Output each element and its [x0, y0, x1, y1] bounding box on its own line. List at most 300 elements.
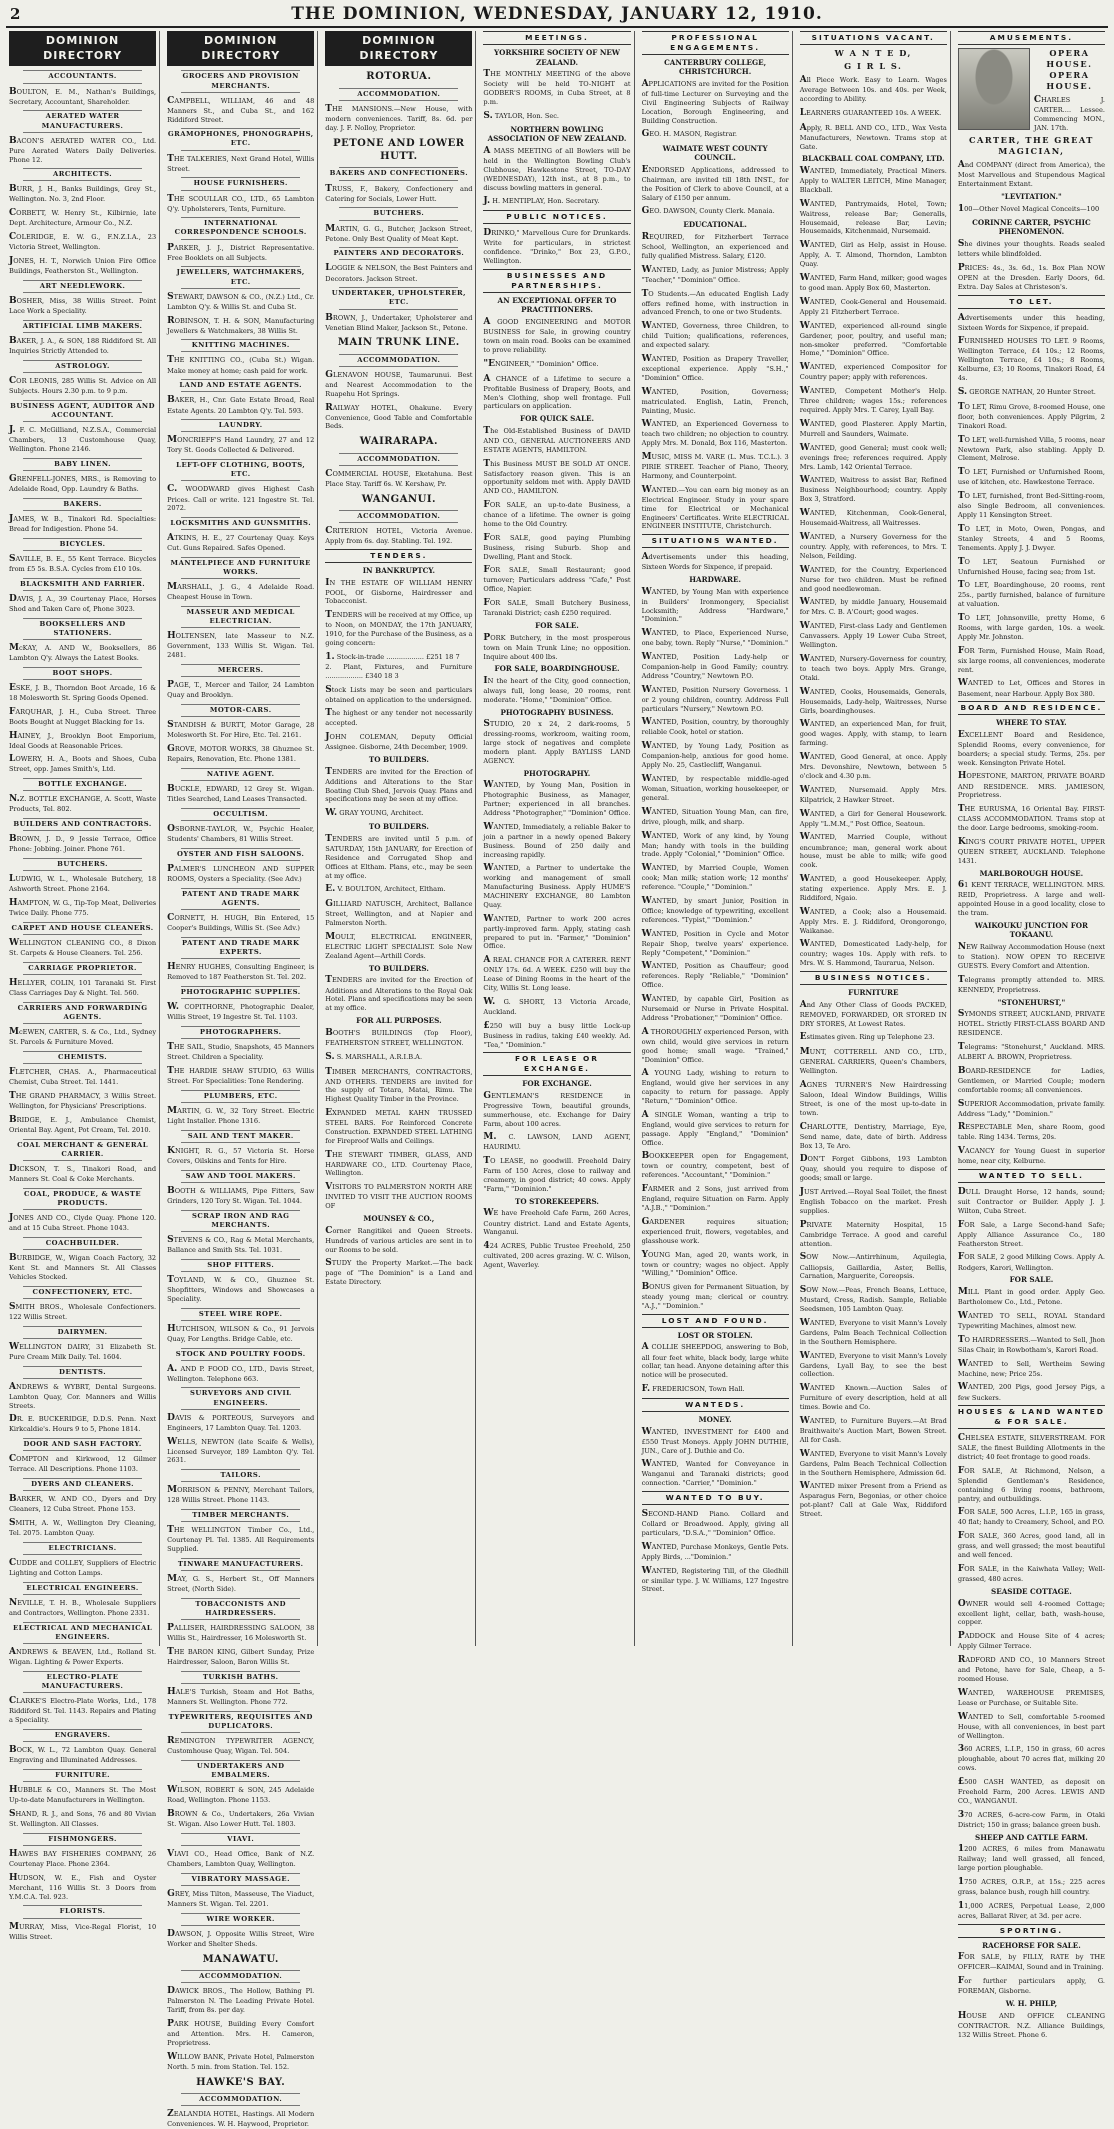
- section-heading: STEEL WIRE ROPE.: [167, 1308, 314, 1321]
- notice-entry: WANTED, Work of any kind, by Young Man; handy with tools in the building trade. Apply "Colonial," "Dominion" Office.: [641, 830, 789, 859]
- notice-entry: ESKE, J. B., Thorndon Boot Arcade, 16 & 18 Molesworth St. Spring Goods Opened.: [9, 682, 157, 702]
- section-heading: INTERNATIONAL CORRESPONDENCE SCHOOLS.: [167, 217, 314, 239]
- section-heading: DYERS AND CLEANERS.: [9, 1478, 156, 1491]
- notice-headline: TO STOREKEEPERS.: [515, 1196, 599, 1206]
- notice-entry: PRIVATE Maternity Hospital, 15 Cambridge Terrace. A good and careful attention.: [799, 1219, 947, 1248]
- column-heading: TO LET.: [958, 295, 1105, 309]
- notice-entry: HAINEY, J., Brooklyn Boot Emporium, Ideal Goods at Reasonable Prices.: [9, 730, 157, 750]
- section-heading: LAUNDRY.: [167, 419, 314, 432]
- notice-entry: BROWN, J., Undertaker, Upholsterer and Venetian Blind Maker, Jackson St., Petone.: [325, 312, 473, 332]
- notice-entry: PRICES: 4s., 3s. 6d., 1s. Box Plan NOW OPEN at the Dresden. Early Doors, 6d. Extra. Day Sales at Christeson's.: [957, 262, 1105, 291]
- notice-entry: WANTED, Waitress to assist Bar, Refined Business Neighbourhood; country. Apply Box 3, Stratford.: [799, 475, 947, 504]
- notice-entry: J. F. C. McGilliand, N.Z.S.A., Commercial Chambers, 13 Customhouse Quay, Wellington. Phone 2146.: [9, 425, 157, 453]
- notice-entry: FOR SALE, good paying Plumbing Business, rising Suburb. Shop and Dwelling, Plant and Stock.: [483, 532, 631, 561]
- notice-entry: FOR SALE, 500 Acres, L.I.P., 165 in grass, 40 flat; handy to Creamery, School, and P.O.: [957, 1507, 1105, 1527]
- notice-entry: WANTED.—You can earn big money as an Electrical Engineer. Study in your spare time for Electrical or Mechanical Engineers' Certificates. Write ELECTRICAL ENGINEER INSTITUTE, Christchurch.: [641, 484, 789, 531]
- notice-entry: PADDOCK and House Site of 4 acres; Apply Gilmer Terrace.: [957, 1631, 1105, 1651]
- masthead: [6, 4, 1108, 28]
- notice-entry: BONUS given for Permanent Situation, by steady young man; clerical or country. "A.J.," "Dominion.": [641, 1282, 789, 1311]
- notice-entry: WANTED, Position, country, by thoroughly reliable Cook, hotel or station.: [641, 717, 789, 737]
- notice-entry: JONES, H. T., Norwich Union Fire Office Buildings, Featherston St., Wellington.: [9, 256, 157, 276]
- notice-entry: GENTLEMAN'S RESIDENCE in Progressive Town, beautiful grounds, summerhouse, etc. Exchange for Dairy Farm, about 100 acres.: [483, 1090, 631, 1128]
- notice-entry: KNIGHT, R. G., 57 Victoria St. Horse Covers, Oilskins and Tents for Hire.: [167, 1145, 315, 1165]
- notice-entry: M. C. LAWSON, LAND AGENT, HAURIMU.: [483, 1132, 631, 1152]
- section-heading: ACCOMMODATION.: [325, 88, 472, 101]
- notice-entry: WANTED, Wanted for Conveyance in Wanganui and Taranaki districts; good connection. "Carrier," "Dominion.": [641, 1459, 789, 1488]
- notice-entry: Corner Rangitikei and Queen Streets. Hundreds of various articles are sent in to our Rooms to be sold.: [325, 1225, 473, 1254]
- region-heading: MAIN TRUNK LINE.: [337, 337, 460, 349]
- notice-entry: APPLICATIONS are invited for the Position of full-time Lecturer on Surveying and the Civil Engineering Subjects of Railway Location, Borough Engineering, and Building Construction.: [641, 79, 789, 125]
- notice-entry: WANTED, Everyone to visit Mann's Lovely Gardens, Lyall Bay, to see the best collection.: [799, 1350, 947, 1379]
- notice-headline: FOR SALE.: [1009, 1275, 1054, 1285]
- notice-entry: TRUSS, F., Bakery, Confectionery and Catering for Socials, Lower Hutt.: [325, 183, 473, 203]
- magician-portrait-image: [958, 48, 1030, 130]
- notice-entry: The highest or any tender not necessarily accepted.: [325, 708, 473, 728]
- notice-entry: WANTED, Cooks, Housemaids, Generals, Housemaids, Lady-help, Waitresses, Nurse Girls, boardinghouses.: [799, 686, 947, 715]
- column-5: [639, 31, 793, 1646]
- section-heading: SURVEYORS AND CIVIL ENGINEERS.: [167, 1387, 314, 1409]
- section-heading: COAL MERCHANT & GENERAL CARRIER.: [9, 1139, 156, 1161]
- notice-entry: A SINGLE Woman, wanting a trip to England, would give services to return for passage. Apply "England," "Dominion" Office.: [641, 1109, 789, 1147]
- notice-entry: THE SAIL, Studio, Snapshots, 45 Manners Street. Children a Speciality.: [167, 1042, 315, 1062]
- notice-entry: FOR SALE, an up-to-date Business, a chance of a lifetime. The owner is going home to the Old Country.: [483, 500, 631, 528]
- notice-entry: PALLISER, HAIRDRESSING SALOON, 38 Willis St., Hairdresser, 16 Molesworth St.: [167, 1623, 315, 1643]
- notice-entry: WANTED, Nursery-Governess for country, to teach two boys. Apply Mrs. Grange, Otaki.: [799, 653, 947, 682]
- notice-entry: HOPESTONE, MARTON, PRIVATE BOARD AND RESIDENCE. MRS. JAMIESON, Proprietress.: [957, 771, 1105, 800]
- notice-entry: GROVE, MOTOR WORKS, 38 Ghuznee St. Repairs, Renovation, Etc. Phone 1381.: [167, 744, 315, 764]
- notice-headline: FOR EXCHANGE.: [522, 1079, 592, 1089]
- notice-entry: JONES AND CO., Clyde Quay. Phone 120. and at 15 Cuba Street. Phone 1043.: [9, 1213, 157, 1233]
- notice-entry: WANTED, Domesticated Lady-help, for country; wages 10s. Apply with refs. to Mrs. W. S. Hammond, Taurarua, Nelson.: [799, 939, 947, 968]
- notice-entry: ZEALANDIA HOTEL, Hastings. All Modern Conveniences. W. H. Haywood, Proprietor.: [167, 2109, 315, 2129]
- notice-headline: LOST OR STOLEN.: [677, 1330, 753, 1340]
- notice-entry: WELLINGTON CLEANING CO., 8 Dixon St. Carpets & House Cleaners. Tel. 256.: [9, 938, 157, 958]
- notice-entry: SMITH, A. W., Wellington Dry Cleaning, Tel. 2075. Lambton Quay.: [9, 1518, 157, 1538]
- notice-entry: LOGGIE & NELSON, the Best Painters and Decorators. Jackson Street.: [325, 263, 473, 283]
- notice-entry: Apply, R. BELL AND CO., LTD., Wax Vesta Manufacturers, Newtown. Trams stop at Gate.: [799, 122, 947, 151]
- notice-headline: FOR SALE, BOARDINGHOUSE.: [494, 664, 620, 674]
- notice-entry: NEW Railway Accommodation House (next to Station). NOW OPEN TO RECEIVE GUESTS. Every Comfort and Attention.: [957, 942, 1105, 970]
- section-heading: CONFECTIONERY, ETC.: [9, 1286, 156, 1299]
- notice-headline: YORKSHIRE SOCIETY OF NEW ZEALAND.: [494, 47, 620, 67]
- section-heading: ELECTRICAL AND MECHANICAL ENGINEERS.: [9, 1622, 156, 1644]
- notice-entry: WANTED, Everyone to visit Mann's Lovely Gardens, Palm Beach Technical Collection in the Southern Hemisphere.: [799, 1317, 947, 1346]
- notice-entry: Telegrams promptly attended to. MRS. KENNEDY, Proprietress.: [957, 974, 1105, 994]
- notice-entry: HAWES BAY FISHERIES COMPANY, 26 Courtenay Place. Phone 2364.: [9, 1848, 157, 1868]
- notice-entry: STUDIO, 20 x 24, 2 dark-rooms, 5 dressing-rooms, workroom, waiting room, large stock of negatives and complete modern plant. Apply BAYLISS LAND AGENCY.: [483, 719, 631, 765]
- column-heading: WANTEDS.: [642, 1398, 789, 1412]
- column-heading: SPORTING.: [958, 1924, 1105, 1938]
- column-heading: AMUSEMENTS.: [958, 31, 1105, 45]
- notice-entry: THE WELLINGTON Timber Co., Ltd., Courtenay Pl. Tel. 1385. All Requirements Supplied.: [167, 1525, 315, 1554]
- notice-entry: WANTED, Kitchenman, Cook-General, Housemaid-Waitress, all Waitresses.: [799, 508, 947, 528]
- notice-headline: SHEEP AND CATTLE FARM.: [975, 1832, 1088, 1842]
- section-heading: JEWELLERS, WATCHMAKERS, ETC.: [167, 266, 314, 288]
- notice-entry: HUBBLE & CO., Manners St. The Most Up-to-date Manufacturers in Wellington.: [9, 1785, 157, 1805]
- column-6: [797, 31, 951, 1646]
- section-heading: BUTCHERS.: [325, 207, 472, 220]
- display-ad-text: CARTER, THE GREAT MAGICIAN,: [969, 135, 1094, 157]
- section-heading: DAIRYMEN.: [9, 1326, 156, 1339]
- column-heading: LOST AND FOUND.: [642, 1314, 789, 1328]
- section-heading: PATENT AND TRADE MARK EXPERTS.: [167, 937, 314, 959]
- notice-entry: MARSHALL, J. G., 4 Adelaide Road. Cheapest House in Town.: [167, 582, 315, 602]
- notice-headline: BLACKBALL COAL COMPANY, LTD.: [802, 154, 945, 164]
- notice-entry: TIMBER MERCHANTS, CONTRACTORS, AND OTHERS. TENDERS are invited for the supply of Totara, Matai, Rimu. The Highest Quality Timber in the Province.: [325, 1066, 473, 1104]
- notice-entry: 1750 ACRES, O.R.P., at 15s.; 225 acres grass, balance bush, rough hill country.: [957, 1877, 1105, 1897]
- notice-entry: BAKER, J. A., & SON, 188 Riddiford St. All Inquiries Strictly Attended to.: [9, 335, 157, 356]
- directory-banner: DOMINION DIRECTORY: [167, 31, 314, 66]
- notice-entry: RAILWAY HOTEL, Ohakune. Every Convenience, Good Table and Comfortable Beds.: [325, 402, 473, 431]
- notice-entry: STUDY the Property Market.—The back page of "The Dominion" is a Land and Estate Directory.: [325, 1258, 473, 1287]
- section-heading: BABY LINEN.: [9, 458, 156, 471]
- notice-entry: FOR SALE, Small Butchery Business, Taranaki District; cash £250 required.: [483, 598, 631, 618]
- notice-entry: WANTED, to Place, Experienced Nurse, one baby, town. Reply "Nurse," "Dominion.": [641, 628, 789, 648]
- region-heading: ROTORUA.: [366, 71, 432, 83]
- notice-entry: JOHN COLEMAN, Deputy Official Assignee. Gisborne, 24th December, 1909.: [325, 732, 473, 752]
- notice-entry: TOYLAND, W. & CO., Ghuznee St. Shopfitters, Windows and Showcases a Speciality.: [167, 1274, 315, 1303]
- notice-entry: WANTED to Sell, Wertheim Sewing Machine, new; Price 25s.: [957, 1358, 1105, 1378]
- notice-entry: VACANCY for Young Guest in superior home, near city, Kelburne.: [957, 1146, 1105, 1166]
- notice-entry: HENRY HUGHES, Consulting Engineer, is Removed to 187 Featherston St. Tel. 202.: [167, 962, 315, 982]
- notice-headline: FURNITURE: [848, 988, 899, 998]
- notice-entry: WANTED, a good Housekeeper. Apply, stating experience. Apply Mrs. E. J. Riddiford, Ngaio.: [799, 874, 947, 902]
- notice-entry: TO LET, Furnished or Unfurnished Room, use of kitchen, etc. Hawkestone Terrace.: [957, 467, 1105, 487]
- section-heading: BOOT SHOPS.: [9, 667, 156, 680]
- column-7: [955, 31, 1108, 2039]
- notice-headline: WAIKOUKU JUNCTION FOR TOKAANU.: [974, 920, 1089, 940]
- region-heading: HAWKE'S BAY.: [196, 2076, 286, 2088]
- section-heading: MOTOR-CARS.: [167, 704, 314, 717]
- notice-entry: Telegrams: "Stonehurst," Auckland. MRS. ALBERT A. BROWN, Proprietress.: [957, 1041, 1105, 1061]
- section-heading: MASSEUR AND MEDICAL ELECTRICIAN.: [167, 606, 314, 628]
- section-heading: BUSINESS AGENT, AUDITOR AND ACCOUNTANT.: [9, 400, 156, 422]
- notice-entry: MARTIN, G. G., Butcher, Jackson Street, Petone. Only Best Quality of Meat Kept.: [325, 223, 473, 243]
- section-heading: STOCK AND POULTRY FOODS.: [167, 1348, 314, 1361]
- columns: [6, 31, 1108, 2129]
- section-heading: TOBACCONISTS AND HAIRDRESSERS.: [167, 1598, 314, 1620]
- section-heading: FLORISTS.: [9, 1905, 156, 1918]
- notice-entry: 61 KENT TERRACE, WELLINGTON. MRS. REID, Proprietress. A large and well-appointed House in a good locality, close to the tram.: [957, 880, 1105, 917]
- notice-entry: WELLS, NEWTON (late Scaife & Wells), Licensed Surveyor, 189 Lambton Q'y. Tel. 2631.: [167, 1436, 315, 1465]
- notice-entry: WANTED Known.—Auction Sales of Furniture of every description, held at all times. Bowie and Co.: [799, 1383, 947, 1412]
- notice-entry: £250 will buy a busy little Lock-up Business in radius, taking £40 weekly. Ad. "Tea," "Dominion.": [483, 1020, 631, 1049]
- notice-entry: BOCK, W. L., 72 Lambton Quay. General Engraving and Illuminated Addresses.: [9, 1745, 157, 1765]
- region-heading: WAIRARAPA.: [359, 436, 438, 448]
- notice-entry: SYMONDS STREET, AUCKLAND, PRIVATE HOTEL. Strictly FIRST-CLASS BOARD AND RESIDENCE.: [957, 1009, 1105, 1038]
- section-heading: BAKERS.: [9, 498, 156, 511]
- section-heading: BUILDERS AND CONTRACTORS.: [9, 818, 156, 831]
- notice-headline: "LEVITATION.": [1001, 192, 1062, 202]
- notice-entry: WANTED, by Young Lady, Position as Companion-help, anxious for good home. Apply No. 25, Castlecliff, Wanganui.: [641, 741, 789, 770]
- section-heading: ARCHITECTS.: [9, 168, 156, 181]
- notice-entry: REQUIRED, for Fitzherbert Terrace School, Wellington, an experienced and fully qualified Mistress. Salary, £120.: [641, 232, 789, 260]
- notice-entry: VIAVI CO., Head Office, Bank of N.Z. Chambers, Lambton Quay, Wellington.: [167, 1848, 315, 1869]
- notice-entry: WANTED to Let, Offices and Stores in Basement, near Harbour. Apply Box 380.: [957, 678, 1105, 698]
- notice-entry: WANTED, Competent Mother's Help. Three children; wages 15s.; references required. Apply Mrs. T. Carey, Lyall Bay.: [799, 386, 947, 414]
- directory-banner: DOMINION DIRECTORY: [325, 31, 472, 66]
- section-heading: PAINTERS AND DECORATORS.: [325, 247, 472, 260]
- notice-entry: TO Students.—An educated English Lady offers refined home, with instruction in advanced French, to one or two Students.: [641, 288, 789, 317]
- section-heading: CARRIAGE PROPRIETOR.: [9, 962, 156, 975]
- section-heading: NATIVE AGENT.: [167, 768, 314, 781]
- column-heading: PUBLIC NOTICES.: [483, 210, 630, 224]
- notice-entry: THE GRAND PHARMACY, 3 Willis Street. Wellington, for Physicians' Prescriptions.: [9, 1091, 157, 1111]
- notice-headline: HARDWARE.: [689, 574, 741, 584]
- notice-entry: RESPECTABLE Men, share Room, good table. Ring 1434. Terms, 20s.: [957, 1122, 1105, 1142]
- section-heading: ACCOMMODATION.: [325, 354, 472, 367]
- notice-entry: S. TAYLOR, Hon. Sec.: [483, 110, 560, 121]
- notice-entry: 11,000 ACRES, Perpetual Lease, 2,000 acres, Ballarat River, at 3d. per acre.: [957, 1900, 1105, 1920]
- notice-entry: WANTED, Good General, at once. Apply Mrs. Devonshire, Newtown, between 5 o'clock and 4.30 p.m.: [799, 752, 947, 780]
- section-heading: ENGRAVERS.: [9, 1729, 156, 1742]
- notice-entry: STEWART, DAWSON & CO., (N.Z.) Ltd., Cr. Lambton Q'y. & Willis St. and Cuba St.: [167, 291, 315, 311]
- notice-entry: A MASS MEETING of all Bowlers will be held in the Wellington Bowling Club's Clubhouse, Hawkestone Street, TO-DAY (WEDNESDAY), 12th inst., at 8 p.m., to discuss bowling matters in general.: [483, 146, 631, 192]
- notice-entry: THE KNITTING CO., (Cuba St.) Wigan. Make money at home; cash paid for work.: [167, 355, 315, 375]
- notice-entry: BOULTON, E. M., Nathan's Buildings, Secretary, Accountant, Shareholder.: [9, 86, 157, 106]
- column-heading: WANTED TO SELL.: [958, 1169, 1105, 1183]
- notice-entry: TO LET, Rimu Grove, 8-roomed House, one floor, both conveniences. Apply Pilgrim, 2 Tinakori Road.: [957, 401, 1105, 430]
- notice-entry: A GOOD ENGINEERING and MOTOR BUSINESS for Sale, in growing country town on main road. Books can be examined to prove reliability.: [483, 317, 631, 354]
- section-heading: WIRE WORKER.: [167, 1913, 314, 1926]
- notice-entry: TENDERS are invited for the Erection of Additions and Alterations to the Star Boating Club Shed, Jervois Quay. Plans and specifications may be seen at my office.: [325, 766, 473, 804]
- notice-entry: WANTED, Position Nursery Governess. 1 or 2 young children, country. Address Full particulars "Nursery," Newtown P.O.: [641, 684, 789, 713]
- notice-entry: E. V. BOULTON, Architect, Eltham.: [325, 884, 446, 895]
- notice-entry: WANTED, to Furniture Buyers.—At Brad Braithwaite's Auction Mart, Bowen Street. All for Cash.: [799, 1416, 947, 1444]
- section-heading: ACCOMMODATION.: [325, 453, 472, 466]
- column-heading: BUSINESS NOTICES.: [800, 971, 947, 985]
- section-heading: FURNITURE.: [9, 1769, 156, 1782]
- section-heading: PATENT AND TRADE MARK AGENTS.: [167, 888, 314, 910]
- notice-entry: N.Z. BOTTLE EXCHANGE, A. Scott, Waste Products, Tel. 802.: [9, 794, 157, 814]
- section-heading: LAND AND ESTATE AGENTS.: [167, 379, 314, 392]
- notice-entry: BAKER, H., Cnr. Gate Estate Broad, Real Estate Agents. 20 Lambton Q'y. Tel. 593.: [167, 395, 315, 415]
- notice-entry: WANTED, Partner to work 200 acres partly-improved farm. Apply, stating cash prepared to put in. "Farmer," "Dominion" Office.: [483, 913, 631, 951]
- notice-entry: £500 CASH WANTED, as deposit on Freehold Farm, 200 Acres. LEWIS AND CO., WANGANUI.: [957, 1777, 1105, 1805]
- notice-headline: WAIMATE WEST COUNTY COUNCIL.: [662, 143, 768, 163]
- region-heading: MANAWATU.: [202, 1953, 279, 1965]
- notice-entry: SUPERIOR Accommodation, private family. Address "Lady," "Dominion.": [957, 1098, 1105, 1118]
- section-heading: ELECTRICIANS.: [9, 1542, 156, 1555]
- notice-entry: WANTED, experienced Compositor for Country paper; apply with references.: [799, 362, 947, 382]
- section-heading: KNITTING MACHINES.: [167, 339, 314, 352]
- column-4: [480, 31, 634, 1646]
- notice-entry: GRENFELL-JONES, MRS., is Removing to Adelaide Road, Opp. Laundry & Baths.: [9, 473, 157, 493]
- notice-entry: CRITERION HOTEL, Victoria Avenue. Apply from 6s. day. Stabling. Tel. 192.: [325, 526, 473, 546]
- column-3: [322, 31, 476, 1646]
- notice-entry: CORBETT, W. Henry St., Kilbirnie, late Dept. Architecture, Armour Co., N.Z.: [9, 208, 157, 228]
- notice-entry: BOOTH & WILLIAMS, Pipe Fitters, Saw Grinders, 120 Tory St. Wigan. Tel. 1044.: [167, 1185, 315, 1205]
- notice-entry: PAGE, T., Mercer and Tailor, 24 Lambton Quay and Brooklyn.: [167, 680, 315, 700]
- notice-entry: VISITORS TO PALMERSTON NORTH ARE INVITED TO VISIT THE AUCTION ROOMS OF: [325, 1182, 473, 1211]
- notice-entry: WANTED, a Cook; also a Housemaid. Apply Mrs. E. J. Riddiford, Orongorongo, Waikanae.: [799, 906, 947, 935]
- notice-entry: EXCELLENT Board and Residence, Splendid Rooms, every convenience, for boarders; a special study. Terms, 25s. per week. Kensington Private Hotel.: [957, 729, 1105, 767]
- section-heading: VIAVI.: [167, 1833, 314, 1846]
- notice-entry: DAWSON, J. Opposite Willis Street, Wire Worker and Shelter Sheds.: [167, 1928, 315, 1948]
- column-heading: MEETINGS.: [483, 31, 630, 45]
- notice-entry: McEWEN, CARTER, S. & Co., Ltd., Sydney St. Parcels & Furniture Moved.: [9, 1027, 157, 1047]
- notice-entry: WANTED, by smart Junior, Position in Office; knowledge of typewriting, excellent references. "Typist," "Dominion.": [641, 896, 789, 924]
- notice-entry: PARK HOUSE, Building Every Comfort and Attention. Mrs. H. Cameron, Proprietress.: [167, 2018, 315, 2047]
- notice-entry: DAVIS & PORTEOUS, Surveyors and Engineers, 17 Lambton Quay. Tel. 1203.: [167, 1412, 315, 1432]
- section-heading: ACCOMMODATION.: [325, 510, 472, 523]
- notice-entry: W. COPITHORNE, Photographic Dealer, Willis Street, 19 Ingestre St. Tel. 1103.: [167, 1002, 315, 1022]
- notice-headline: "STONEHURST,": [997, 997, 1066, 1007]
- notice-entry: SECOND-HAND Piano. Collard and Collard or Broadwood. Apply, giving all particulars, "D.S.A.," "Dominion" Office.: [641, 1508, 789, 1537]
- notice-entry: JUST Arrived.—Royal Seal Toilet, the finest English Tobacco on the market. Fresh supplies.: [799, 1187, 947, 1215]
- notice-entry: HELLYER, COLIN, 101 Taranaki St. First Class Carriages Day & Night. Tel. 560.: [9, 978, 157, 998]
- notice-entry: THE STEWART TIMBER, GLASS, AND HARDWARE CO., LTD. Courtenay Place, Wellington.: [325, 1149, 473, 1178]
- notice-entry: And Any Other Class of Goods PACKED, REMOVED, FORWARDED, OR STORED IN DRY STORES, At Lowest Rates.: [799, 999, 947, 1028]
- column-heading: TENDERS.: [325, 549, 472, 563]
- notice-entry: DON'T Forget Gibbons, 193 Lambton Quay, should you require to dispose of goods; small or large.: [799, 1154, 947, 1183]
- notice-entry: SHAND, R. J., and Sons, 76 and 80 Vivian St. Wellington. All Classes.: [9, 1808, 157, 1828]
- notice-entry: WANTED, Married Couple, without encumbrance; man, general work about house, must be able to milk; wife good cook.: [799, 832, 947, 870]
- notice-entry: WILSON, ROBERT & SON, 245 Adelaide Road, Wellington. Phone 1153.: [167, 1785, 315, 1805]
- notice-entry: NEVILLE, T. H. B., Wholesale Suppliers and Contractors, Wellington. Phone 2331.: [9, 1598, 157, 1618]
- notice-entry: J. H. MENTIPLAY, Hon. Secretary.: [483, 196, 600, 207]
- notice-entry: WANTED, Girl as Help, assist in House. Apply, A. T. Almond, Thorndon, Lambton Quay.: [799, 240, 947, 269]
- notice-entry: TO LET, well-furnished Villa, 5 rooms, near Newtown Park, also stabling. Apply D. Clement, Melrose.: [957, 434, 1105, 463]
- notice-entry: F. FREDERICSON, Town Hall.: [641, 1384, 745, 1395]
- notice-entry: SOW Now.—Antirrhinum, Aquilegia, Calliopsis, Gaillardia, Aster, Bellis, Carnation, Marguerite, Coreopsis.: [799, 1252, 947, 1281]
- section-heading: COAL, PRODUCE, & WASTE PRODUCTS.: [9, 1188, 156, 1210]
- notice-entry: WANTED, good Plasterer. Apply Martin, Murrell and Saunders, Waimate.: [799, 418, 947, 438]
- notice-entry: MUNT, COTTERELL AND CO., LTD., GENERAL CARRIERS, Queen's Chambers, Wellington.: [799, 1047, 947, 1076]
- section-heading: GROCERS AND PROVISION MERCHANTS.: [167, 70, 314, 92]
- notice-entry: BOSHER, Miss, 38 Willis Street. Point Lace Work a Speciality.: [9, 296, 157, 316]
- notice-entry: FARQUHAR, J. H., Cuba Street. Three Boots Bought at Nugget Blacking for 1s.: [9, 706, 157, 726]
- notice-entry: WANTED, a Nursery Governess for the country. Apply, with references, to Mrs. T. Nelson, Feilding.: [799, 531, 947, 560]
- notice-entry: WANTED, INVESTMENT for £400 and £550 Trust Moneys. Apply JOHN DUTHIE, JUN., Care of J. Duthie and Co.: [641, 1426, 789, 1455]
- notice-entry: GLENAVON HOUSE, Taumarunui. Best and Nearest Accommodation to the Ruapehu Hot Springs.: [325, 369, 473, 398]
- notice-entry: TO LET, Seatoun Furnished or Unfurnished House, facing sea; from 1st.: [957, 556, 1105, 576]
- section-heading: ARTIFICIAL LIMB MAKERS.: [9, 320, 156, 333]
- notice-headline: WHERE TO STAY.: [996, 718, 1067, 728]
- notice-entry: WANTED, Position in Cycle and Motor Repair Shop, twelve years' experience. Reply "Competent," "Dominion.": [641, 928, 789, 957]
- section-heading: CARPET AND HOUSE CLEANERS.: [9, 922, 156, 935]
- section-heading: ACCOMMODATION.: [167, 1970, 314, 1983]
- notice-headline: FOR ALL PURPOSES.: [356, 1015, 442, 1025]
- notice-entry: WANTED, an Experienced Governess to teach two children; no objection to country. Apply Mrs. M. Donald, Box 116, Masterton.: [641, 419, 789, 448]
- notice-entry: BARKER, W. AND CO., Dyers and Dry Cleaners, 12 Cuba Street. Phone 153.: [9, 1494, 157, 1514]
- notice-entry: For further particulars apply, G. FOREMAN, Gisborne.: [957, 1976, 1105, 1996]
- section-heading: PHOTOGRAPHIC SUPPLIES.: [167, 986, 314, 999]
- notice-entry: FOR Term, Furnished House, Main Road, six large rooms, all conveniences, moderate rent.: [957, 645, 1105, 674]
- notice-entry: ANDREWS & WYBRT, Dental Surgeons. Lambton Quay, Cor. Manners and Willis Streets.: [9, 1381, 157, 1410]
- notice-entry: A YOUNG Lady, wishing to return to England, would give her services in any capacity to return for passage. Apply "Return," "Dominion" Office.: [641, 1068, 789, 1106]
- section-heading: BLACKSMITH AND FARRIER.: [9, 578, 156, 591]
- notice-entry: WANTED TO SELL, ROYAL Standard Typewriting Machines, almost new.: [957, 1310, 1105, 1330]
- notice-entry: MARTIN, G. W., 32 Tory Street. Electric Light Installer. Phone 1316.: [167, 1105, 315, 1125]
- notice-entry: ANDREWS & BEAVEN, Ltd., Rolland St. Wigan. Lighting & Power Experts.: [9, 1647, 157, 1667]
- notice-entry: A THOROUGHLY experienced Person, with own child, would give services in return good home; small wage. "Trained," "Dominion" Office.: [641, 1026, 789, 1064]
- display-ad-text: W A N T E D,: [834, 47, 912, 58]
- notice-entry: WANTED, Governess, three Children, to child Tuition; qualifications, references, and expected salary.: [641, 321, 789, 350]
- directory-banner: DOMINION DIRECTORY: [9, 31, 156, 66]
- notice-entry: LOWERY, H. A., Boots and Shoes, Cuba Street, opp. James Smith's, Ltd.: [9, 754, 157, 774]
- notice-entry: W. G. SHORT, 13 Victoria Arcade, Auckland.: [483, 996, 631, 1016]
- notice-entry: SMITH BROS., Wholesale Confectioners. 122 Willis Street.: [9, 1301, 157, 1321]
- notice-entry: WANTED, WAREHOUSE PREMISES, Lease or Purchase, or Suitable Site.: [957, 1687, 1105, 1707]
- notice-entry: TENDERS are invited for the Erection of Additions and Alterations to the Royal Oak Hotel. Plans and specifications may be seen at my office.: [325, 975, 473, 1013]
- notice-entry: REMINGTON TYPEWRITER AGENCY, Customhouse Quay, Wigan. Tel. 504.: [167, 1736, 315, 1756]
- notice-entry: FURNISHED HOUSES TO LET. 9 Rooms, Wellington Terrace, £4 10s.; 12 Rooms, Wellington Terrace, £4 10s.; 8 Rooms, Kelburne, £3; 10 Rooms, Tinakori Road, £4 4s.: [957, 336, 1105, 382]
- notice-entry: FOR SALE, by FILLY, RATE by THE OFFICER—KAIMAI, Sound and in Training.: [957, 1952, 1105, 1972]
- notice-entry: HALE'S Turkish, Steam and Hot Baths, Manners St. Wellington. Phone 772.: [167, 1687, 315, 1707]
- notice-entry: 360 ACRES, L.I.P., 150 in grass, 60 acres ploughable, about 70 acres flat, milking 20 cows.: [957, 1744, 1105, 1773]
- notice-headline: W. H. PHILP,: [1005, 1999, 1058, 2009]
- notice-entry: GARDENER requires situation; experienced fruit, flowers, vegetables, and glasshouse work.: [641, 1216, 789, 1245]
- notice-entry: WANTED, Pantrymaids, Hotel, Town; Waitress, release Bar; Generalls, Housemaid, release Bar, Levin; Housemaids, Kitchenmaid, Nursemaid.: [799, 198, 947, 236]
- notice-entry: A. AND P. FOOD CO., LTD., Davis Street, Wellington. Telephone 663.: [167, 1363, 315, 1383]
- notice-entry: GILLIARD NATUSCH, Architect, Ballance Street, Wellington, and at Napier and Palmerston North.: [325, 899, 473, 928]
- notice-entry: CHARLES J. CARTER.... Lessee. Commencing MON., JAN. 17th.: [1033, 94, 1105, 132]
- notice-entry: CUDDE and COLLEY, Suppliers of Electric Lighting and Cotton Lamps.: [9, 1558, 157, 1578]
- section-heading: ELECTRO-PLATE MANUFACTURERS.: [9, 1671, 156, 1693]
- notice-entry: OWNER would sell 4-roomed Cottage; excellent light, cellar, bath, wash-house, copper.: [957, 1598, 1105, 1627]
- section-heading: AERATED WATER MANUFACTURERS.: [9, 110, 156, 132]
- section-heading: ACCOUNTANTS.: [9, 70, 156, 83]
- notice-entry: The Old-Established Business of DAVID AND CO., GENERAL AUCTIONEERS AND ESTATE AGENTS, HAMILTON.: [483, 425, 631, 454]
- notice-entry: WANTED, by Young Man with experience in Builders' Ironmongery, Specialist Locksmith; Address "Hardware," "Dominion.": [641, 586, 789, 624]
- notice-entry: THE TALKERIES, Next Grand Hotel, Willis Street.: [167, 153, 315, 173]
- notice-entry: HUTCHISON, WILSON & Co., 91 Jervois Quay, For Lengths. Bridge Cable, etc.: [167, 1323, 315, 1343]
- section-heading: ART NEEDLEWORK.: [9, 280, 156, 293]
- notice-headline: MARLBOROUGH HOUSE.: [979, 868, 1084, 878]
- notice-entry: GEO. H. MASON, Registrar.: [641, 129, 738, 140]
- notice-headline: EDUCATIONAL.: [683, 220, 747, 230]
- notice-entry: WANTED, Cook-General and Housemaid. Apply 21 Fitzherbert Terrace.: [799, 296, 947, 316]
- notice-entry: WANTED, Purchase Monkeys, Gentle Pets. Apply Birds, ..."Dominion.": [641, 1541, 789, 1561]
- notice-entry: MURRAY, Miss, Vice-Regal Florist, 10 Willis Street.: [9, 1921, 157, 1941]
- notice-entry: WANTED, Everyone to visit Mann's Lovely Gardens, Palm Beach Technical Collection in the Southern Hemisphere, Admission 6d.: [799, 1448, 947, 1477]
- notice-entry: THE BARON KING, Gilbert Sunday, Prize Hairdresser, Saloon, Baron Willis St.: [167, 1647, 315, 1667]
- notice-entry: THE MANSIONS.—New House, with modern conveniences. Tariff, 8s. 6d. per day. J. F. Nolloy, Proprietor.: [325, 103, 473, 132]
- notice-entry: BACON'S AERATED WATER CO., Ltd. Pure Aerated Waters Daily Deliveries. Phone 12.: [9, 135, 157, 164]
- notice-headline: IN BANKRUPTCY.: [362, 565, 436, 575]
- notice-entry: FARMER and 2 Sons, just arrived from England, require Situation on Farm. Apply "A.J.B.," "Dominion.": [641, 1184, 789, 1212]
- notice-entry: IN THE ESTATE OF WILLIAM HENRY POOL, Of Gisborne, Hairdresser and Tobacconist.: [325, 577, 473, 606]
- notice-entry: CORNETT, H. HUGH, Bin Entered, 15 Cooper's Buildings, Willis St. (See Adv.): [167, 913, 315, 933]
- notice-entry: TO LET, Johnsonville, pretty Home, 6 Rooms, with large garden, 10s. a week. Apply Mr. Johnston.: [957, 613, 1105, 641]
- notice-entry: WELLINGTON DAIRY, 31 Elizabeth St. Pure Cream Milk Daily. Tel. 1604.: [9, 1341, 157, 1361]
- notice-entry: S. S. MARSHALL, A.R.I.B.A.: [325, 1051, 423, 1062]
- notice-entry: ENDORSED Applications, addressed to Chairman, are invited till 18th INST., for the Position of Clerk to above Council, at a Salary of £150 per annum.: [641, 164, 789, 202]
- notice-entry: FOR SALE, 360 Acres, good land, all in grass, and well grassed; the most beautiful and well fenced.: [957, 1531, 1105, 1560]
- section-heading: LOCKSMITHS AND GUNSMITHS.: [167, 517, 314, 530]
- section-heading: SHOP FITTERS.: [167, 1259, 314, 1272]
- notice-entry: WANTED, by capable Girl, Position as Nursemaid or Nurse in Private Hospital. Address "Probationer," "Dominion" Office.: [641, 994, 789, 1022]
- notice-entry: WANTED, Position as Chauffeur; good references. Reply "Reliable," "Dominion" Office.: [641, 961, 789, 990]
- column-2: [164, 31, 318, 2129]
- notice-entry: MILL Plant in good order. Apply Geo. Bartholomew Co., Ltd., Petone.: [957, 1286, 1105, 1307]
- notice-entry: WE have Freehold Cafe Farm, 260 Acres, Country district. Land and Estate Agents, Wanganui.: [483, 1208, 631, 1237]
- section-heading: DOOR AND SASH FACTORY.: [9, 1438, 156, 1451]
- section-heading: BUTCHERS.: [9, 858, 156, 871]
- section-heading: TURKISH BATHS.: [167, 1671, 314, 1684]
- column-heading: HOUSES & LAND WANTED & FOR SALE.: [958, 1405, 1105, 1429]
- column-heading: SITUATIONS VACANT.: [800, 31, 947, 45]
- notice-entry: CAMPBELL, WILLIAM, 46 and 48 Manners St., and Cuba St., and 162 Riddiford Street.: [167, 95, 315, 124]
- notice-headline: MONEY.: [698, 1414, 732, 1424]
- notice-headline: CORINNE CARTER, PSYCHIC PHENOMENON.: [972, 217, 1091, 237]
- notice-entry: THE SCOULLAR CO., LTD., 65 Lambton Q'y. Upholsterers, Tents, Furniture.: [167, 193, 315, 213]
- notice-entry: DULL Draught Horse, 12 hands, sound; suit Contractor or Builder. Apply J. J. Wilton, Cuba Street.: [957, 1187, 1105, 1215]
- notice-entry: MONCRIEFF'S Hand Laundry, 27 and 12 Tory St. Goods Collected & Delivered.: [167, 435, 315, 455]
- notice-entry: "ENGINEER," "Dominion" Office.: [483, 358, 599, 369]
- notice-entry: TO LET, furnished, front Bed-Sitting-room, also Single Bedroom, all conveniences. Apply 11 Kensington Street.: [957, 491, 1105, 519]
